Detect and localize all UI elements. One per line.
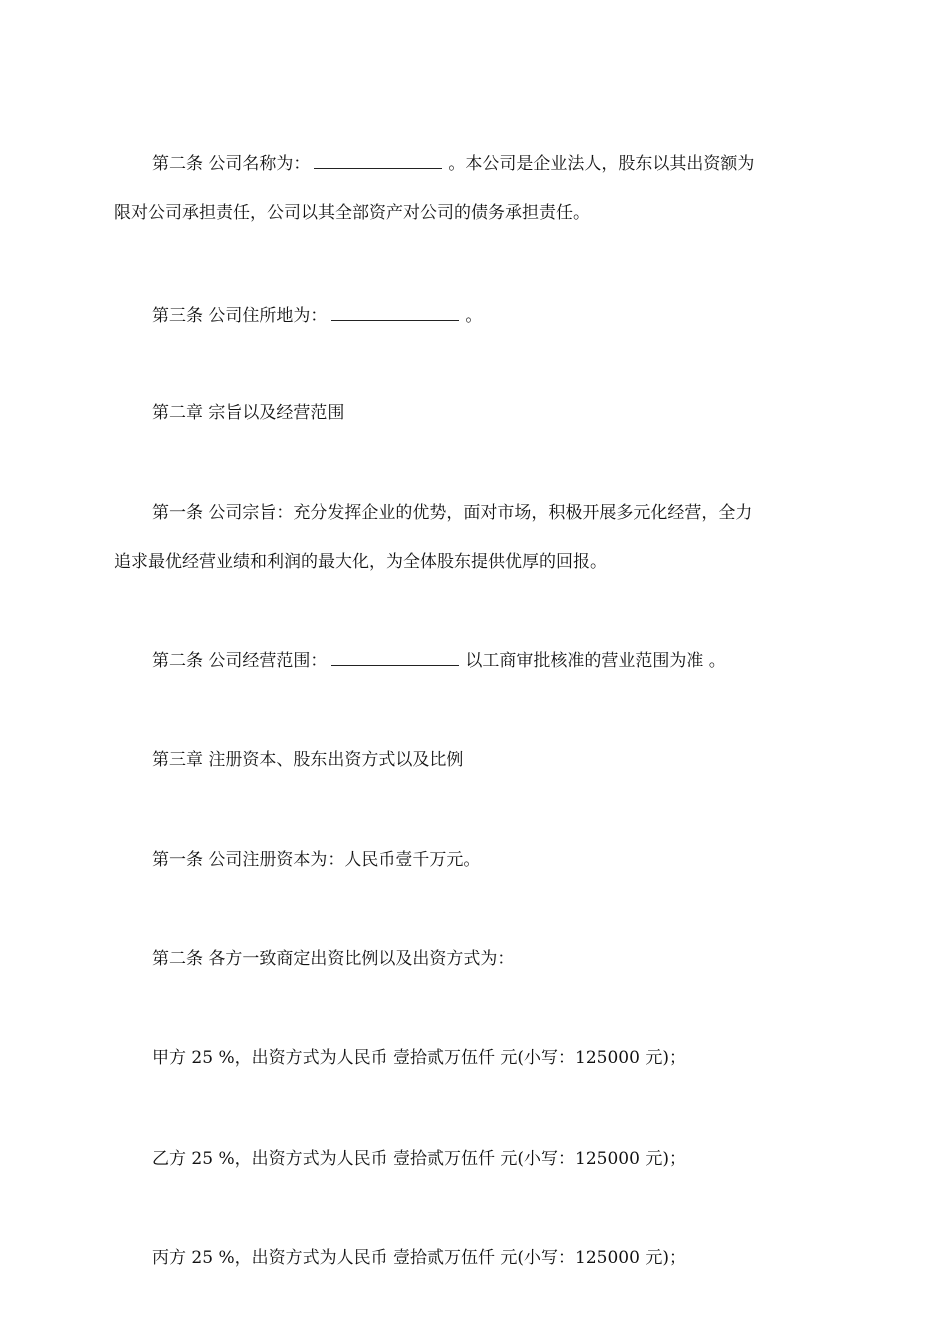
article-text: 第二条 公司经营范围： bbox=[152, 651, 328, 671]
article-text: 。本公司是企业法人，股东以其出资额为 bbox=[448, 154, 755, 174]
article-line: 追求最优经营业绩和利润的最大化，为全体股东提供优厚的回报。 bbox=[114, 552, 607, 572]
article-line: 第一条 公司宗旨：充分发挥企业的优势，面对市场，积极开展多元化经营，全力 bbox=[152, 503, 753, 523]
article-line bbox=[114, 292, 838, 341]
chapter-title: 第二章 宗旨以及经营范围 bbox=[152, 403, 345, 423]
chapter-heading bbox=[114, 736, 838, 785]
article-line: 甲方 25 %，出资方式为人民币 壹拾贰万伍仟 元(小写：125000 元)； bbox=[152, 1048, 686, 1068]
blank-field bbox=[314, 154, 442, 169]
article-purpose bbox=[114, 489, 838, 587]
article-line: 丙方 25 %，出资方式为人民币 壹拾贰万伍仟 元(小写：125000 元)； bbox=[152, 1248, 686, 1268]
article-registered-capital bbox=[114, 836, 838, 885]
article-contribution bbox=[114, 935, 838, 984]
article-text: 第二条 公司名称为： bbox=[152, 154, 311, 174]
article-line bbox=[114, 140, 838, 189]
article-line bbox=[114, 637, 838, 686]
article-company-name bbox=[114, 140, 838, 238]
article-line: 限对公司承担责任，公司以其全部资产对公司的债务承担责任。 bbox=[114, 203, 590, 223]
article-line: 第二条 各方一致商定出资比例以及出资方式为： bbox=[152, 949, 515, 969]
party-a-contribution bbox=[114, 1034, 838, 1083]
article-line: 乙方 25 %，出资方式为人民币 壹拾贰万伍仟 元(小写：125000 元)； bbox=[152, 1149, 686, 1169]
article-text: 以工商审批核准的营业范围为准 。 bbox=[465, 651, 726, 671]
party-b-contribution bbox=[114, 1135, 838, 1184]
blank-field bbox=[331, 651, 459, 666]
article-business-scope bbox=[114, 637, 838, 686]
chapter-title: 第三章 注册资本、股东出资方式以及比例 bbox=[152, 750, 464, 770]
article-text: 。 bbox=[465, 306, 483, 326]
article-company-address bbox=[114, 292, 838, 341]
blank-field bbox=[331, 306, 459, 321]
party-c-contribution bbox=[114, 1234, 838, 1283]
article-line: 第一条 公司注册资本为：人民币壹千万元。 bbox=[152, 850, 481, 870]
article-text: 第三条 公司住所地为： bbox=[152, 306, 328, 326]
chapter-heading bbox=[114, 389, 838, 438]
